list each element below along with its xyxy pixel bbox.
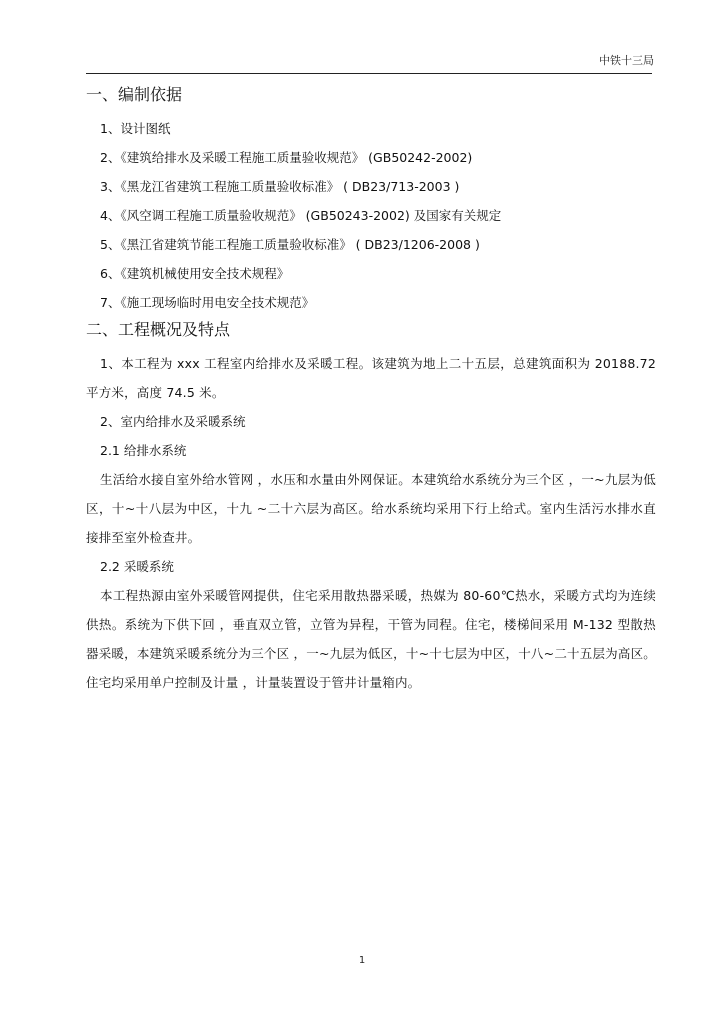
heating-system-heading: 2.2 采暖系统: [100, 559, 174, 574]
overview-paragraph: 1、本工程为 xxx 工程室内给排水及采暖工程。该建筑为地上二十五层，总建筑面积为 20188.72 平方米，高度 74.5 米。: [86, 356, 656, 400]
basis-item: 5、《黑江省建筑节能工程施工质量验收标准》 ( DB23/1206-2008 ): [100, 237, 480, 252]
basis-item: 1、设计图纸: [100, 121, 171, 136]
section-title-basis: 一、编制依据: [86, 85, 183, 104]
heating-system-paragraph: 本工程热源由室外采暖管网提供，住宅采用散热器采暖，热媒为 80-60℃热水，采暖方式均为连续供热。系统为下供下回 ，垂直双立管，立管为异程，干管为同程。住宅，楼梯间采用 M-132 型散热器采暖，本建筑采暖系统分为三个区 ，一~九层为低区，十~十七层为中区，十八~二十五层为高区。住宅均采用单户控制及计量 ，计量装置设于管井计量箱内。: [86, 588, 656, 690]
basis-item: 2、《建筑给排水及采暖工程施工质量验收规范》 (GB50242-2002): [100, 150, 473, 165]
system-heading: 2、室内给排水及采暖系统: [100, 414, 246, 429]
document-body: [86, 82, 656, 697]
basis-item: 7、《施工现场临时用电安全技术规范》: [100, 295, 315, 310]
basis-item: 6、《建筑机械使用安全技术规程》: [100, 266, 290, 281]
header-company: 中铁十三局: [599, 54, 654, 67]
water-system-heading: 2.1 给排水系统: [100, 443, 187, 458]
basis-item: 3、《黑龙江省建筑工程施工质量验收标准》 ( DB23/713-2003 ): [100, 179, 460, 194]
page-number: 1: [358, 955, 366, 966]
section-title-overview: 二、工程概况及特点: [86, 320, 231, 339]
water-system-paragraph: 生活给水接自室外给水管网 ，水压和水量由外网保证。本建筑给水系统分为三个区 ，一~九层为低区，十~十八层为中区，十九 ~二十六层为高区。给水系统均采用下行上给式。室内生活污水排水直接排至室外检查井。: [86, 472, 656, 545]
basis-item: 4、《风空调工程施工质量验收规范》 (GB50243-2002) 及国家有关规定: [100, 208, 502, 223]
header-rule: [86, 73, 652, 74]
